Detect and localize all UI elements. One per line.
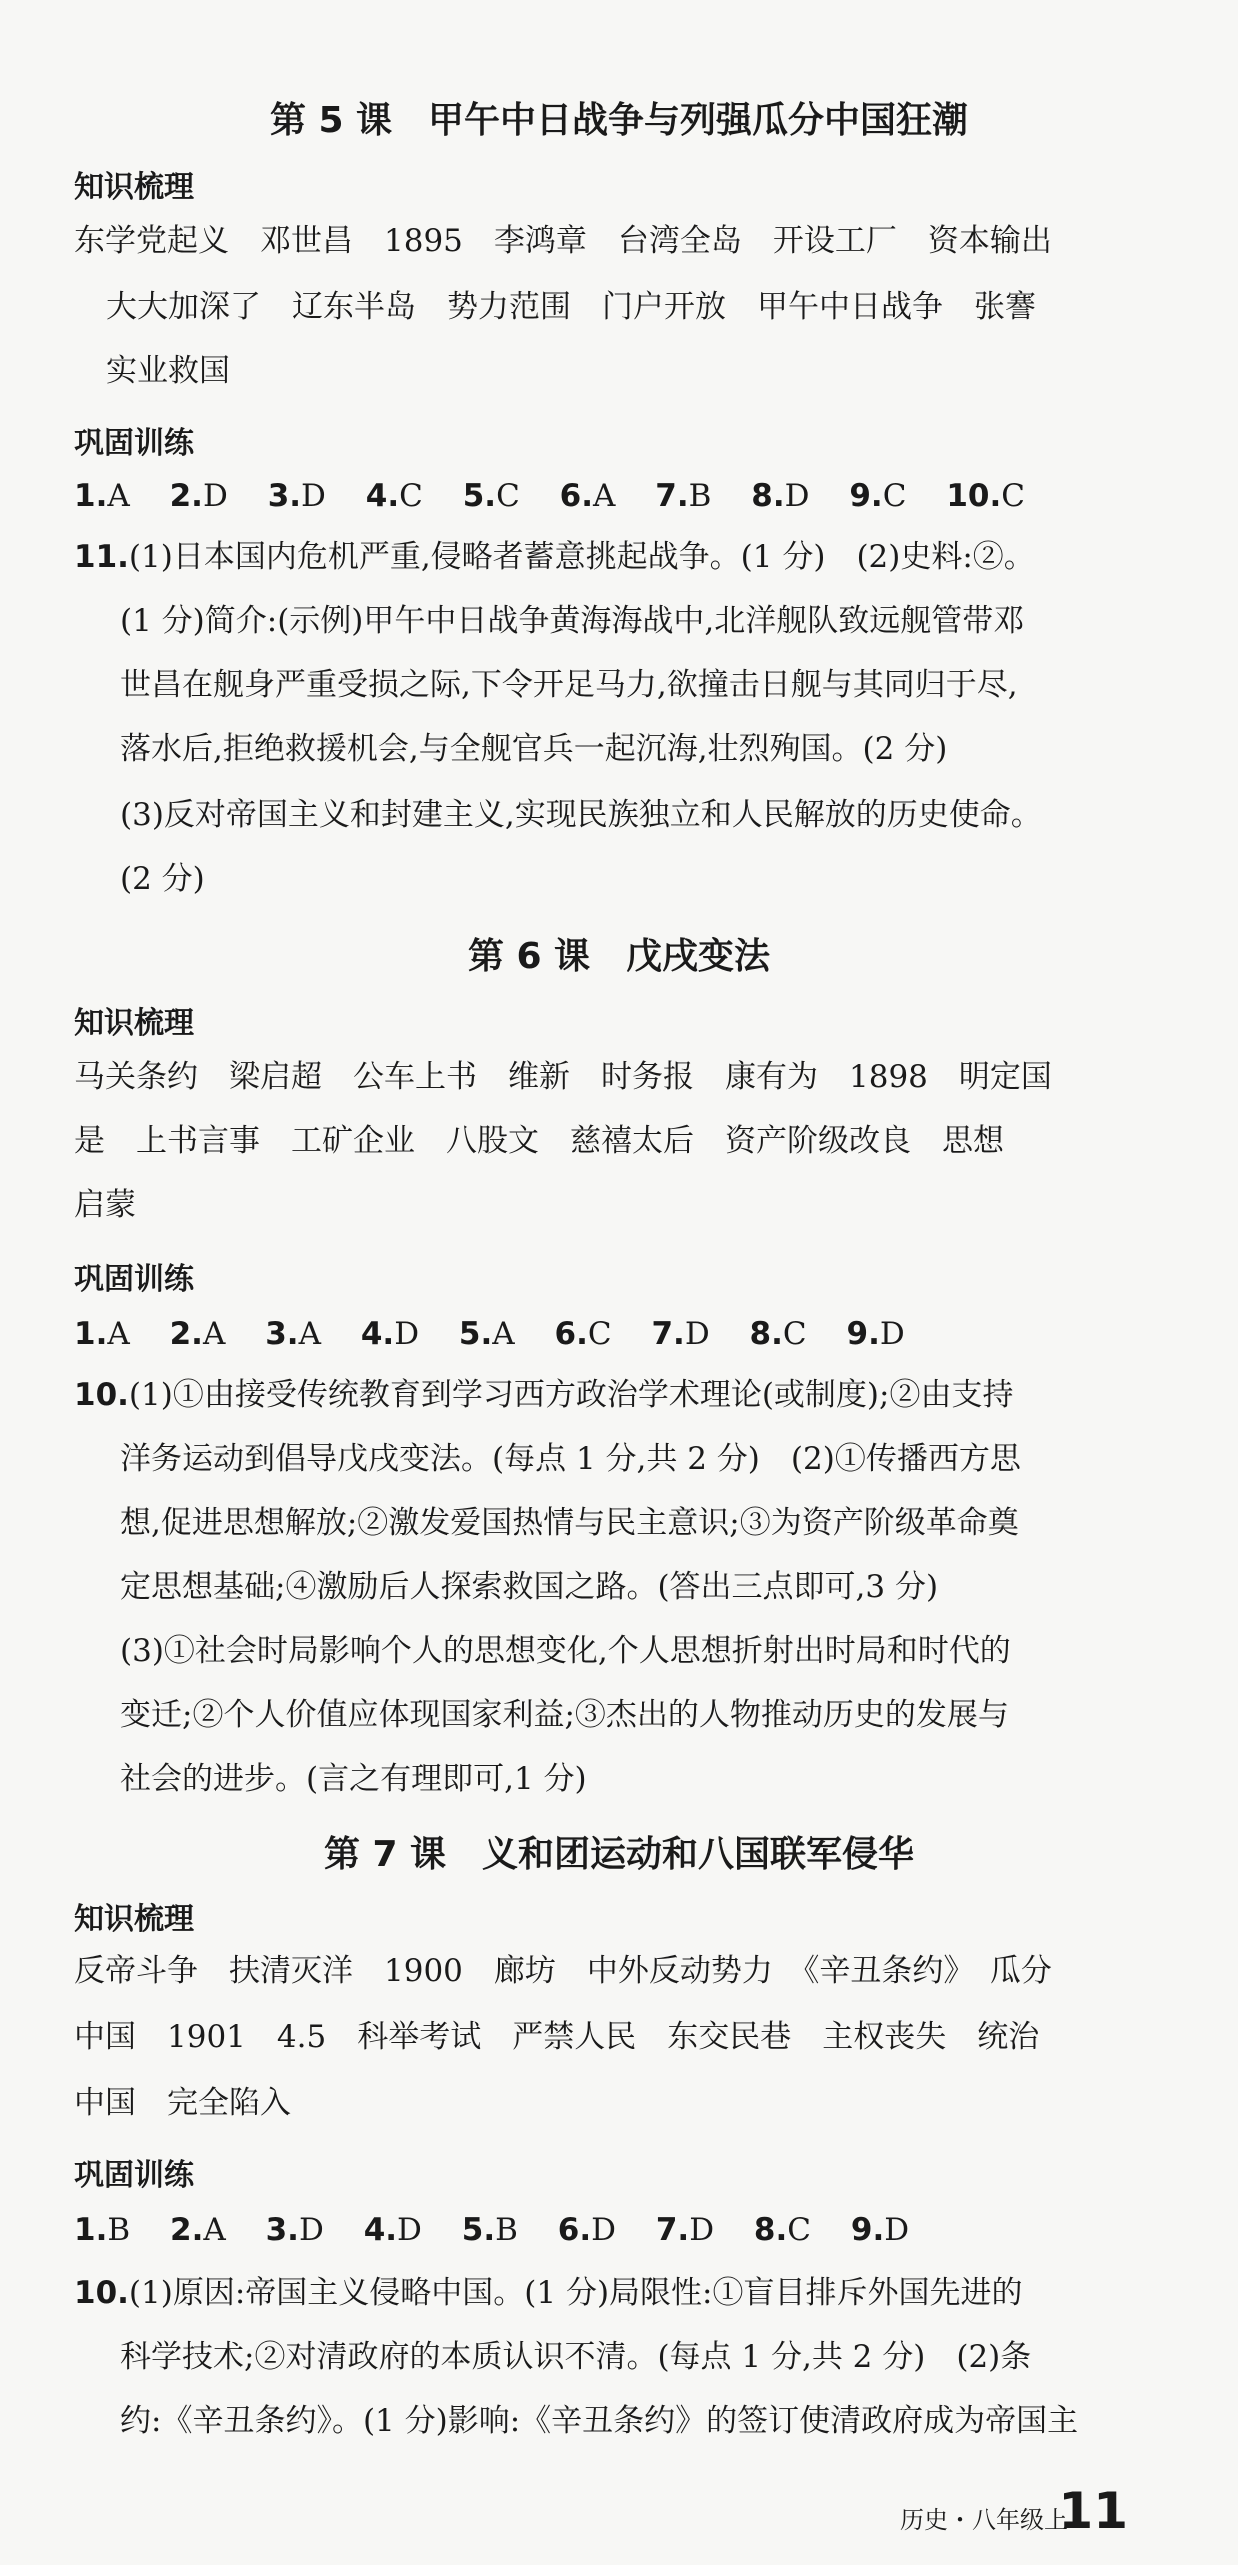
lesson-6-knowledge-line: 是 上书言事 工矿企业 八股文 慈禧太后 资产阶级改良 思想 — [74, 1123, 1004, 1159]
lesson-6-q10-line: 洋务运动到倡导戊戌变法。(每点 1 分,共 2 分) (2)①传播西方思 — [120, 1441, 1021, 1477]
answer-item: 6.C — [554, 1316, 612, 1352]
answer-item: 9.D — [846, 1316, 905, 1352]
lesson-5-title: 第 5 课 甲午中日战争与列强瓜分中国狂潮 — [269, 100, 969, 141]
answer-item: 4.D — [363, 2212, 422, 2248]
lesson-6-choice-answers — [74, 1316, 935, 1352]
lesson-5-choice-answers — [74, 478, 1055, 514]
lesson-6-title: 第 6 课 戊戌变法 — [467, 936, 771, 977]
answer-item: 6.D — [557, 2212, 616, 2248]
answer-item: 3.D — [267, 478, 326, 514]
answer-item: 4.D — [360, 1316, 420, 1352]
lesson-6-knowledge-line: 马关条约 梁启超 公车上书 维新 时务报 康有为 1898 明定国 — [74, 1059, 1052, 1095]
lesson-7-q10-line: 科学技术;②对清政府的本质认识不清。(每点 1 分,共 2 分) (2)条 — [120, 2339, 1032, 2375]
lesson-5-practice-heading: 巩固训练 — [74, 426, 194, 461]
lesson-7-knowledge-line: 反帝斗争 扶清灭洋 1900 廊坊 中外反动势力 《辛丑条约》 瓜分 — [74, 1953, 1052, 1989]
answer-item: 6.A — [559, 478, 616, 514]
lesson-6-q10-line: 变迁;②个人价值应体现国家利益;③杰出的人物推动历史的发展与 — [120, 1697, 1009, 1733]
answer-item: 5.B — [461, 2212, 518, 2248]
answer-item: 2.A — [170, 2212, 226, 2248]
lesson-7-choice-answers — [74, 2212, 939, 2248]
lesson-5-knowledge-heading: 知识梳理 — [74, 170, 194, 205]
lesson-7-q10-line: 10.(1)原因:帝国主义侵略中国。(1 分)局限性:①盲目排斥外国先进的 — [74, 2275, 1023, 2311]
answer-item: 7.D — [655, 2212, 715, 2248]
answer-item: 8.D — [751, 478, 810, 514]
lesson-6-knowledge-heading: 知识梳理 — [74, 1006, 194, 1041]
answer-item: 9.C — [849, 478, 907, 514]
lesson-7-knowledge-line: 中国 1901 4.5 科举考试 严禁人民 东交民巷 主权丧失 统治 — [74, 2019, 1040, 2055]
answer-item: 5.C — [462, 478, 520, 514]
lesson-5-q11-line: (2 分) — [120, 861, 205, 897]
lesson-6-knowledge-line: 启蒙 — [74, 1187, 136, 1223]
lesson-6-q10-line: 定思想基础;④激励后人探索救国之路。(答出三点即可,3 分) — [120, 1569, 939, 1605]
answer-item: 7.D — [651, 1316, 710, 1352]
lesson-7-title: 第 7 课 义和团运动和八国联军侵华 — [323, 1834, 915, 1875]
answer-item: 1.B — [74, 2212, 131, 2248]
lesson-5-knowledge-line: 实业救国 — [106, 353, 230, 389]
lesson-6-q10-line: 想,促进思想解放;②激发爱国热情与民主意识;③为资产阶级革命奠 — [120, 1505, 1019, 1541]
lesson-5-q11-line: (3)反对帝国主义和封建主义,实现民族独立和人民解放的历史使命。 — [120, 797, 1042, 833]
lesson-7-knowledge-line: 中国 完全陷入 — [74, 2085, 291, 2121]
lesson-7-knowledge-heading: 知识梳理 — [74, 1902, 194, 1937]
answer-item: 4.C — [365, 478, 423, 514]
lesson-6-q10-line: 10.(1)①由接受传统教育到学习西方政治学术理论(或制度);②由支持 — [74, 1377, 1014, 1413]
answer-item: 2.D — [169, 478, 228, 514]
answer-item: 10.C — [946, 478, 1025, 514]
lesson-5-q11-line: 世昌在舰身严重受损之际,下令开足马力,欲撞击日舰与其同归于尽, — [120, 667, 1018, 703]
question-number: 10. — [74, 2275, 129, 2311]
answer-item: 1.A — [74, 478, 130, 514]
answer-item: 7.B — [655, 478, 712, 514]
lesson-6-q10-line: 社会的进步。(言之有理即可,1 分) — [120, 1761, 587, 1797]
lesson-5-q11-line: (1 分)简介:(示例)甲午中日战争黄海海战中,北洋舰队致远舰管带邓 — [120, 603, 1025, 639]
lesson-5-knowledge-line: 东学党起义 邓世昌 1895 李鸿章 台湾全岛 开设工厂 资本输出 — [74, 223, 1052, 259]
lesson-5-q11-line: 11.(1)日本国内危机严重,侵略者蓄意挑起战争。(1 分) (2)史料:②。 — [74, 539, 1035, 575]
answer-item: 2.A — [169, 1316, 226, 1352]
footer-subject-label: 历史・八年级上 — [900, 2506, 1068, 2534]
lesson-7-q10-line: 约:《辛丑条约》。(1 分)影响:《辛丑条约》的签订使清政府成为帝国主 — [120, 2403, 1079, 2439]
lesson-6-practice-heading: 巩固训练 — [74, 1262, 194, 1297]
lesson-5-q11-line: 落水后,拒绝救援机会,与全舰官兵一起沉海,壮烈殉国。(2 分) — [120, 731, 948, 767]
answer-item: 9.D — [850, 2212, 910, 2248]
answer-item: 3.D — [265, 2212, 324, 2248]
lesson-5-knowledge-line: 大大加深了 辽东半岛 势力范围 门户开放 甲午中日战争 张謇 — [106, 289, 1036, 325]
answer-item: 1.A — [74, 1316, 130, 1352]
page-number: 11 — [1058, 2482, 1128, 2540]
answer-item: 3.A — [265, 1316, 321, 1352]
lesson-6-q10-line: (3)①社会时局影响个人的思想变化,个人思想折射出时局和时代的 — [120, 1633, 1011, 1669]
answer-item: 8.C — [749, 1316, 807, 1352]
answer-item: 5.A — [458, 1316, 515, 1352]
lesson-7-practice-heading: 巩固训练 — [74, 2158, 194, 2193]
question-number: 10. — [74, 1377, 129, 1413]
question-number: 11. — [74, 539, 129, 575]
answer-item: 8.C — [753, 2212, 812, 2248]
